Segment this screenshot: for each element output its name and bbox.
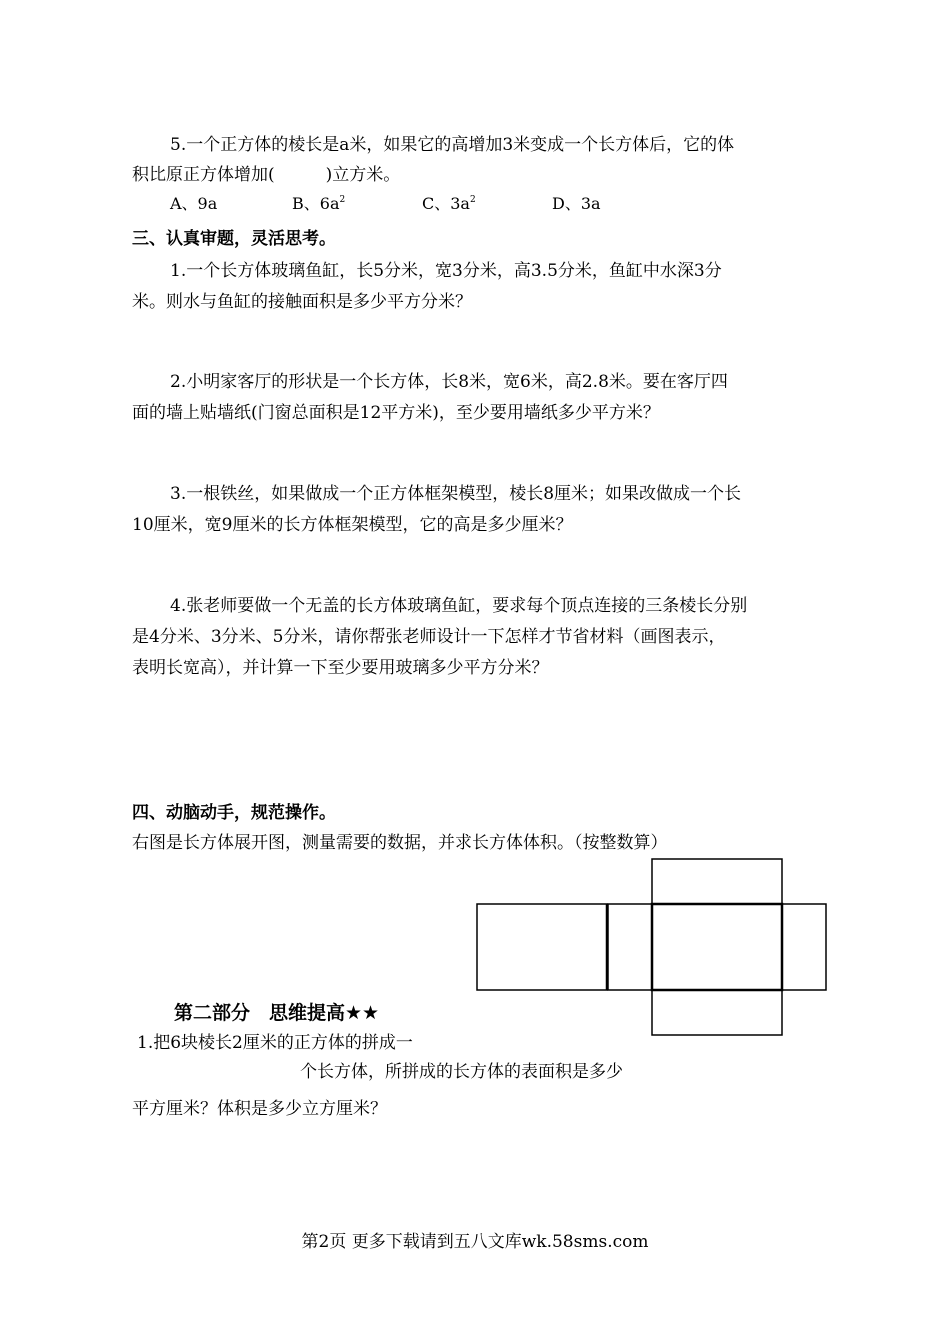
s3-q4-line2: 是4分米、3分米、5分米，请你帮张老师设计一下怎样才节省材料（画图表示，	[132, 627, 726, 647]
q5-option-d: D、3a	[552, 194, 601, 213]
s3-q3-line2: 10厘米，宽9厘米的长方体框架模型，它的高是多少厘米？	[132, 515, 573, 535]
q5-line2: 积比原正方体增加( )立方米。	[132, 165, 401, 185]
s3-q2-line1: 2.小明家客厅的形状是一个长方体，长8米，宽6米，高2.8米。要在客厅四	[170, 372, 728, 392]
s3-q4-line3: 表明长宽高），并计算一下至少要用玻璃多少平方分米？	[132, 658, 549, 678]
q5-option-a: A、9a	[170, 194, 218, 213]
net-top-face	[652, 859, 782, 904]
q5-option-b-sup: 2	[339, 195, 346, 205]
q5-option-c-sup: 2	[469, 195, 476, 205]
net-center-face	[652, 904, 782, 990]
section3-title: 三、认真审题，灵活思考。	[132, 229, 336, 249]
part2-q1-line3: 平方厘米？体积是多少立方厘米？	[132, 1099, 387, 1119]
s3-q1-line1: 1.一个长方体玻璃鱼缸，长5分米，宽3分米，高3.5分米，鱼缸中水深3分	[170, 261, 722, 281]
net-right-side-face	[782, 904, 826, 990]
q5-option-b-base: B、6a	[292, 194, 340, 213]
net-left-side-face	[608, 904, 652, 990]
s3-q3-line1: 3.一根铁丝，如果做成一个正方体框架模型，棱长8厘米；如果改做成一个长	[170, 484, 742, 504]
net-left-face	[477, 904, 607, 990]
section4-instruction: 右图是长方体展开图，测量需要的数据，并求长方体体积。（按整数算）	[132, 833, 668, 853]
q5-option-c-base: C、3a	[422, 194, 470, 213]
s3-q4-line1: 4.张老师要做一个无盖的长方体玻璃鱼缸，要求每个顶点连接的三条棱长分别	[170, 596, 748, 616]
s3-q2-line2: 面的墙上贴墙纸(门窗总面积是12平方米)，至少要用墙纸多少平方米？	[132, 403, 660, 423]
page-footer: 第2页 更多下载请到五八文库wk.58sms.com	[301, 1232, 649, 1252]
part2-q1-line1: 1.把6块棱长2厘米的正方体的拼成一	[137, 1033, 413, 1053]
part2-q1-line2: 个长方体，所拼成的长方体的表面积是多少	[300, 1062, 623, 1082]
part2-title: 第二部分 思维提高★★	[174, 1002, 380, 1024]
q5-line1: 5.一个正方体的棱长是a米，如果它的高增加3米变成一个长方体后，它的体	[170, 135, 735, 155]
net-bottom-face	[652, 990, 782, 1035]
s3-q1-line2: 米。则水与鱼缸的接触面积是多少平方分米？	[132, 292, 472, 312]
section4-title: 四、动脑动手，规范操作。	[132, 803, 336, 823]
